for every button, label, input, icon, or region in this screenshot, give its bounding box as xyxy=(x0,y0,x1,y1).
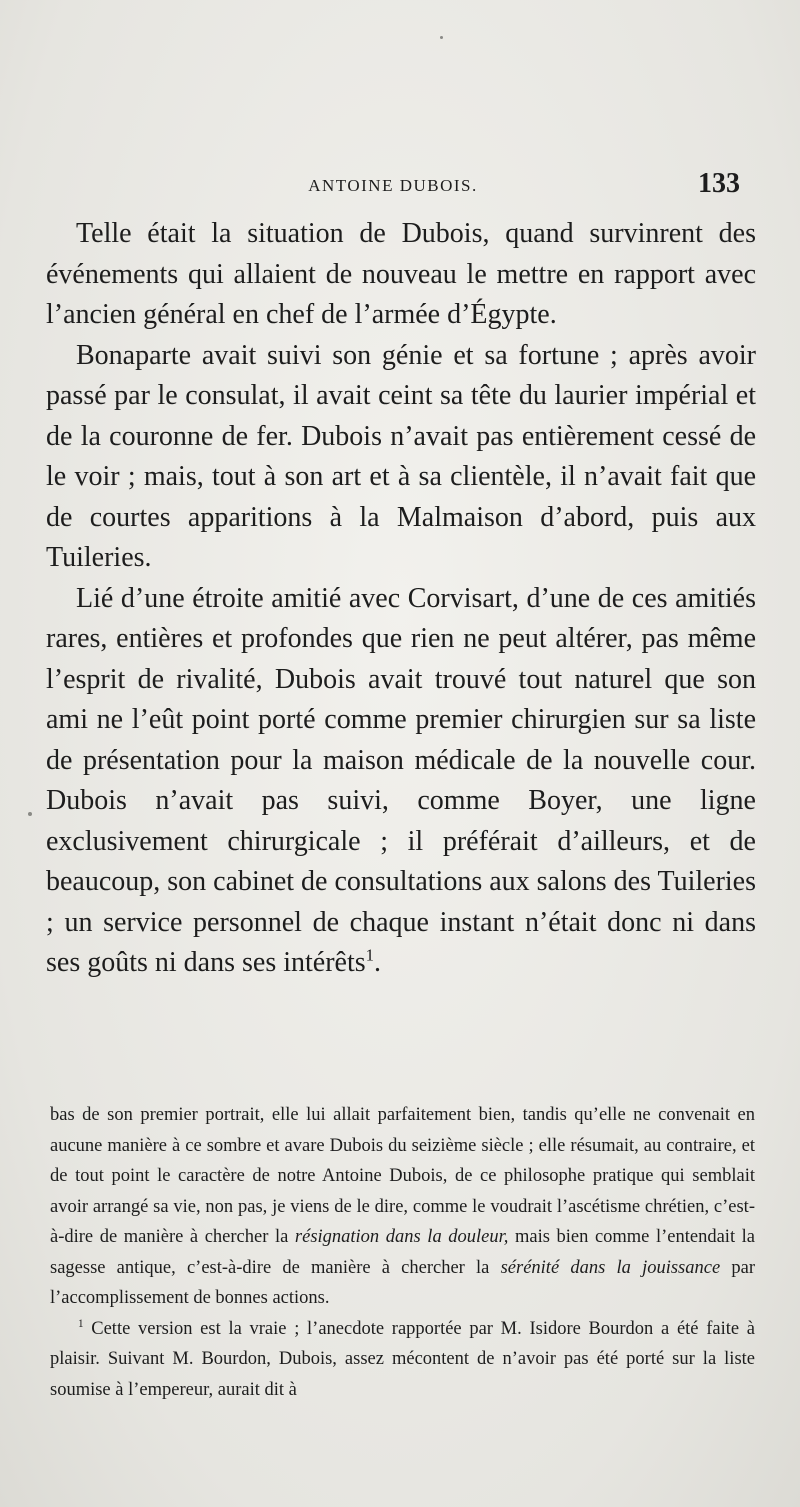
continued-note xyxy=(50,1100,755,1314)
paragraph-3-end: . xyxy=(374,947,382,978)
continued-note-italic-1: résignation dans la douleur, xyxy=(294,1227,509,1247)
running-title: ANTOINE DUBOIS. xyxy=(308,176,478,195)
continued-note-italic-2: sérénité dans la jouissance xyxy=(500,1257,721,1278)
page-header xyxy=(46,168,740,208)
notes-section xyxy=(50,1100,755,1405)
continued-note-text-a: bas de son premier portrait, elle lui allait parfaitement bien, tandis qu’elle ne convenait en aucune manière à ce sombre et avare Dubois du seizième siècle ; elle résumait, au contraire, et de tout point le caractère de notre Antoine Dubois, de ce philosophe pratique qui semblait avoir arrangé sa vie, non pas, je viens de le dire, comme le voudrait l’ascétisme chrétien, c’est-à-dire de manière à chercher la xyxy=(50,1105,755,1247)
main-text xyxy=(46,214,756,984)
footnote-text: Cette version est la vraie ; l’anecdote rapportée par M. Isidore Bourdon a été faite à plaisir. Suivant M. Bourdon, Dubois, assez mécontent de n’avoir pas été porté sur la liste soumise à l’empereur, aurait dit à xyxy=(50,1318,755,1400)
continued-note-text-b: mais bien comme l’entendait la sagesse antique, c’est-à-dire de manière à chercher la xyxy=(50,1227,756,1278)
continued-note-text-c: par l’accomplissement de bonnes actions. xyxy=(50,1257,756,1308)
paragraph-1: Telle était la situation de Dubois, quand survinrent des événements qui allaient de nouveau le mettre en rapport avec l’ancien général en chef de l’armée d’Égypte. xyxy=(46,218,756,330)
footnote xyxy=(50,1314,755,1406)
footnote-reference: 1 xyxy=(365,945,375,965)
paragraph-2: Bonaparte avait suivi son génie et sa fortune ; après avoir passé par le consulat, il avait ceint sa tête du laurier impérial et de la couronne de fer. Dubois n’avait pas entièrement cessé de le voir ; mais, tout à son art et à sa clientèle, il n’avait fait que de courtes apparitions à la Malmaison d’abord, puis aux Tuileries. xyxy=(46,339,756,573)
print-speck xyxy=(28,812,32,816)
page-number: 133 xyxy=(698,168,740,199)
print-speck xyxy=(440,36,443,39)
paragraph-3 xyxy=(46,579,756,984)
footnote-number: 1 xyxy=(78,1317,84,1330)
paragraph-3-text: Lié d’une étroite amitié avec Corvisart, d’une de ces amitiés rares, entières et profondes que rien ne peut altérer, pas même l’esprit de rivalité, Dubois avait trouvé tout naturel que son ami ne l’eût point porté comme premier chirurgien sur sa liste de présentation pour la maison médicale de la nouvelle cour. Dubois n’avait pas suivi, comme Boyer, une ligne exclusivement chirurgicale ; il préférait d’ailleurs, et de beaucoup, son cabinet de consultations aux salons des Tuileries ; un service personnel de chaque instant n’était donc ni dans ses goûts ni dans ses intérêts xyxy=(46,582,756,978)
